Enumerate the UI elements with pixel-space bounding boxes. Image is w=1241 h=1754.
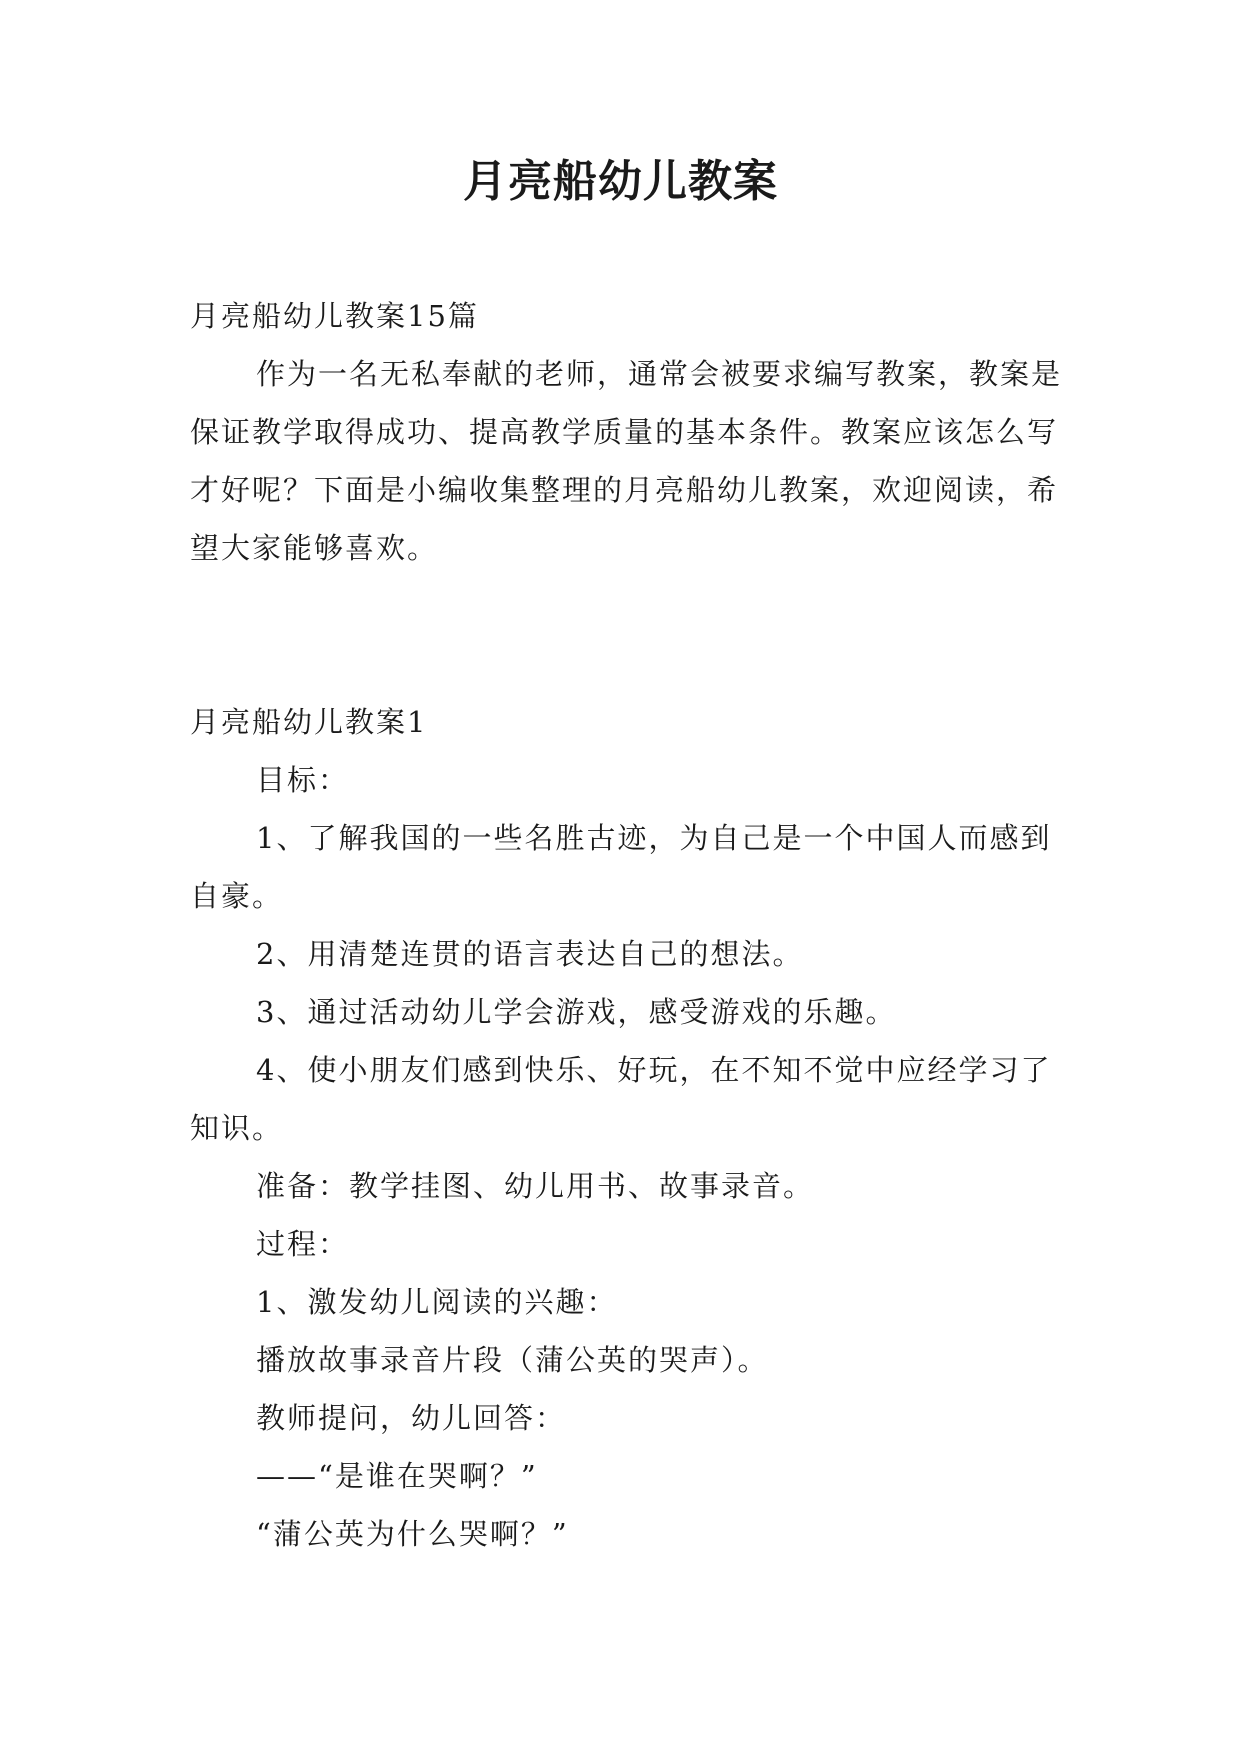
section-heading: 月亮船幼儿教案1 xyxy=(190,705,428,739)
goal-item: 1、了解我国的一些名胜古迹，为自己是一个中国人而感到自豪。 xyxy=(190,821,1052,913)
preparation-line: 准备：教学挂图、幼儿用书、故事录音。 xyxy=(256,1169,815,1203)
document-subtitle: 月亮船幼儿教案15篇 xyxy=(190,299,479,333)
process-item: 教师提问，幼儿回答： xyxy=(256,1401,567,1435)
process-label: 过程： xyxy=(256,1227,350,1261)
dialogue-line: “蒲公英为什么哭啊？” xyxy=(256,1517,569,1551)
process-item: 1、激发幼儿阅读的兴趣： xyxy=(256,1285,618,1319)
dialogue-line: ——“是谁在哭啊？” xyxy=(256,1459,538,1493)
intro-paragraph: 作为一名无私奉献的老师，通常会被要求编写教案，教案是保证教学取得成功、提高教学质量的基本条件。教案应该怎么写才好呢？下面是小编收集整理的月亮船幼儿教案，欢迎阅读，希望大家能够喜欢。 xyxy=(190,357,1063,565)
goal-item: 4、使小朋友们感到快乐、好玩，在不知不觉中应经学习了知识。 xyxy=(190,1053,1052,1145)
goal-item: 2、用清楚连贯的语言表达自己的想法。 xyxy=(256,937,804,971)
document-title: 月亮船幼儿教案 xyxy=(463,156,778,207)
goals-label: 目标： xyxy=(256,763,350,797)
process-item: 播放故事录音片段（蒲公英的哭声）。 xyxy=(256,1343,769,1377)
section-spacer xyxy=(190,577,1070,693)
goal-item: 3、通过活动幼儿学会游戏，感受游戏的乐趣。 xyxy=(256,995,897,1029)
document-body xyxy=(190,287,1070,1563)
